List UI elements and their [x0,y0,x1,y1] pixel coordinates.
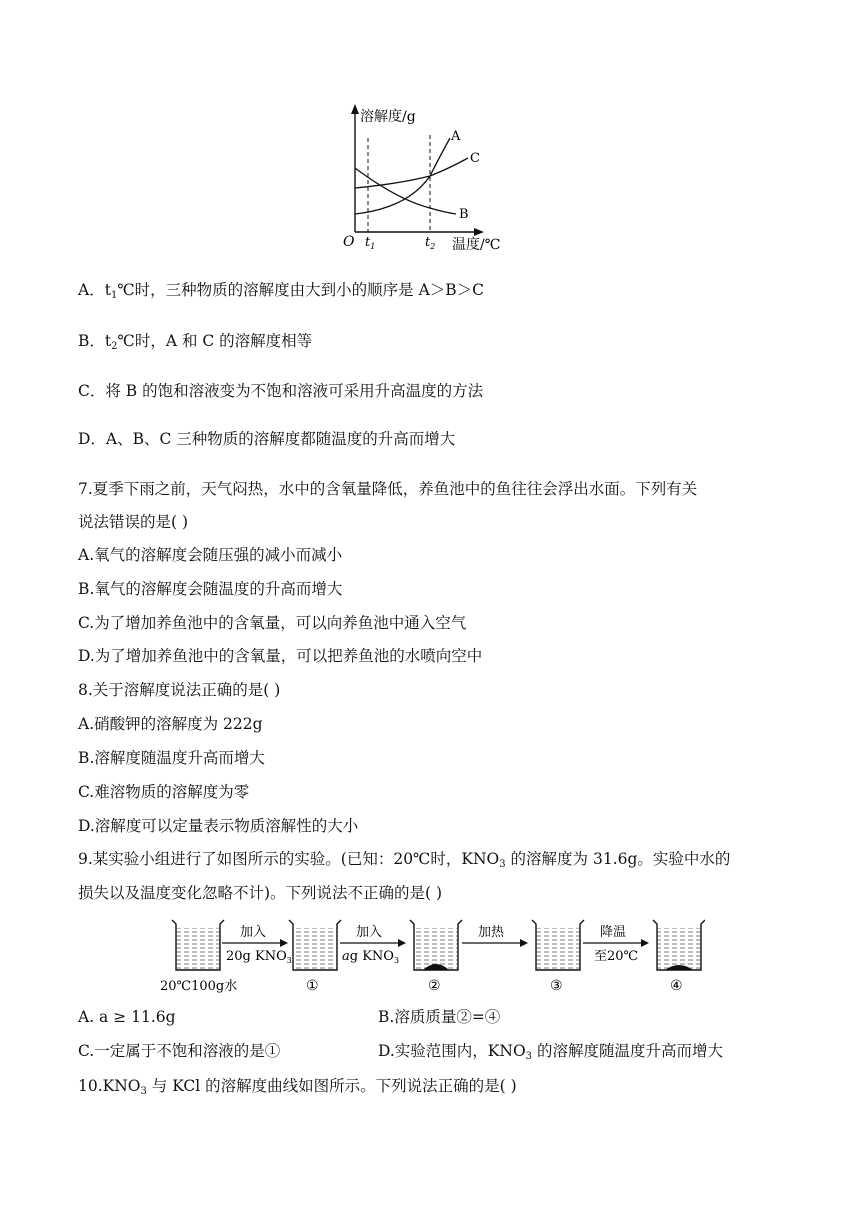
origin-label: O [343,234,355,250]
q9-stem-line1: 9.某实验小组进行了如图所示的实验。(已知：20℃时，$KNO_3$ 的溶解度为 31.6g。实验中水的 [78,850,731,870]
experiment-diagram [160,914,705,996]
beaker-4 [653,920,705,970]
beaker-4-label: ④ [670,978,683,994]
y-axis-label: 溶解度/g [360,109,416,125]
x-axis-label: 温度/℃ [452,237,501,253]
q9-stem-line2: 损失以及温度变化忽略不计)。下列说法不正确的是( ) [78,884,443,902]
q6-option-c: C．将 B 的饱和溶液变为不饱和溶液可采用升高温度的方法 [78,382,484,400]
beaker-3-label: ③ [550,978,563,994]
beaker-3 [532,920,584,970]
arrow-1-bottom-label: 20g $KNO_3$ [226,949,292,965]
y-axis-arrow [351,104,359,114]
beaker-2-label: ② [428,978,441,994]
arrow-4-top-label: 降温 [600,925,627,940]
q7-stem-line2: 说法错误的是( ) [78,513,189,531]
arrow-2-bottom-label: ag $KNO_3$ [342,949,400,965]
arrow-1-top-label: 加入 [240,925,267,940]
q9-option-a: A. a ≥ 11.6g [78,1008,176,1026]
curve-b [355,168,456,214]
beaker-1-label: ① [306,978,319,994]
q8-option-a: A.硝酸钾的溶解度为 222g [78,715,263,733]
q10-stem: $10.KNO_3$ 与 KCl 的溶解度曲线如图所示。下列说法正确的是( ) [78,1077,517,1097]
q9-option-d: D.实验范围内，$KNO_3$ 的溶解度随温度升高而增大 [378,1042,723,1062]
q9-option-c: C.一定属于不饱和溶液的是① [78,1042,281,1060]
q6-option-b: B．$t_2℃$时，A 和 C 的溶解度相等 [78,332,313,352]
arrow-2-top-label: 加入 [356,925,383,940]
t2-label: $t_2$ [425,235,436,251]
q7-option-a: A.氧气的溶解度会随压强的减小而减小 [78,546,343,564]
curve-b-label: B [459,207,469,222]
beaker-1 [289,920,341,970]
q8-option-c: C.难溶物质的溶解度为零 [78,783,250,801]
arrow-3-top-label: 加热 [478,925,505,940]
q8-option-d: D.溶解度可以定量表示物质溶解性的大小 [78,817,359,835]
arrow-4-bottom-label: 至20℃ [594,949,639,964]
q7-stem-line1: 7.夏季下雨之前，天气闷热，水中的含氧量降低，养鱼池中的鱼往往会浮出水面。下列有关 [78,480,698,498]
t1-label: $t_1$ [365,235,376,251]
q8-stem: 8.关于溶解度说法正确的是( ) [78,681,281,699]
curve-a [355,138,450,214]
start-label: 20℃100g水 [160,979,238,994]
beaker-2 [410,920,462,970]
curve-a-label: A [451,129,461,144]
q9-option-b: B.溶质质量②=④ [378,1008,501,1026]
curve-c-label: C [470,151,480,166]
q6-option-d: D．A、B、C 三种物质的溶解度都随温度的升高而增大 [78,430,456,448]
q7-option-c: C.为了增加养鱼池中的含氧量，可以向养鱼池中通入空气 [78,614,467,632]
x-axis-arrow [474,228,484,236]
beaker-start [172,920,224,970]
curve-c [355,158,468,188]
q6-option-a: A．$t_1℃$时，三种物质的溶解度由大到小的顺序是 A＞B＞C [78,281,485,301]
solubility-graph [338,100,518,255]
q7-option-b: B.氧气的溶解度会随温度的升高而增大 [78,580,343,598]
q7-option-d: D.为了增加养鱼池中的含氧量，可以把养鱼池的水喷向空中 [78,647,483,665]
q8-option-b: B.溶解度随温度升高而增大 [78,749,265,767]
